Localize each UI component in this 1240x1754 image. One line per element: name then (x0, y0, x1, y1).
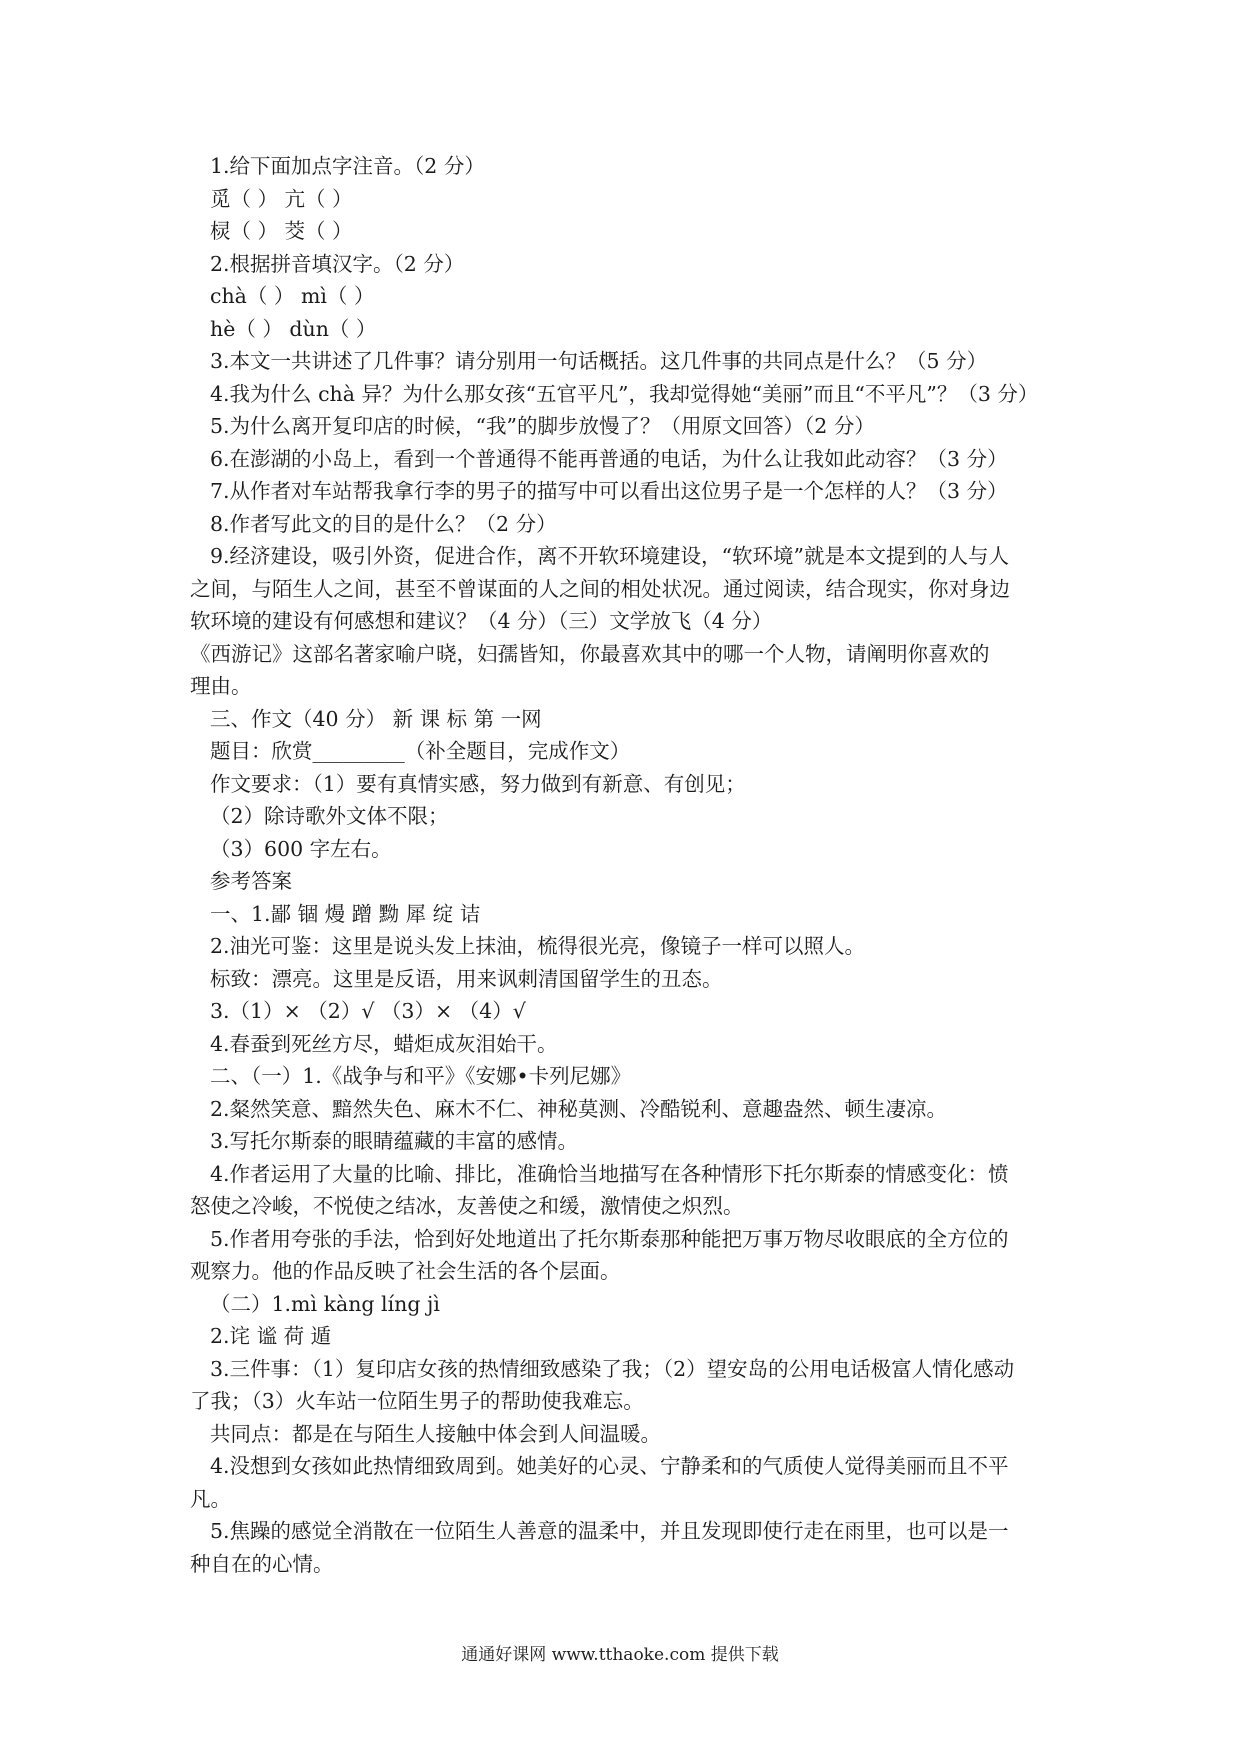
question-2-row-1: chà（ ） mì（ ） (210, 284, 375, 308)
answer-2-1-4-line-1: 4.作者运用了大量的比喻、排比，准确恰当地描写在各种情形下托尔斯泰的情感变化：愤 (210, 1161, 1009, 1186)
literature-question-line-2: 理由。 (190, 674, 252, 698)
question-1: 1.给下面加点字注音。（2 分） (210, 154, 485, 178)
question-4: 4.我为什么 chà 异？为什么那女孩“五官平凡”，我却觉得她“美丽”而且“不平凡”？（3 分） (210, 381, 1039, 406)
answer-1-1: 一、1.鄙 锢 熳 蹭 黝 犀 绽 诘 (210, 901, 481, 926)
question-9-line-1: 9.经济建设，吸引外资，促进合作，离不开软环境建设，“软环境”就是本文提到的人与人 (210, 544, 1010, 568)
answer-2-1-5-line-1: 5.作者用夸张的手法，恰到好处地道出了托尔斯泰那种能把万事万物尽收眼底的全方位的 (210, 1226, 1009, 1251)
essay-section-title: 三、作文（40 分） 新 课 标 第 一网 (210, 706, 542, 731)
question-1-row-2: 棂（ ） 茭（ ） (210, 219, 353, 243)
answer-2-2-4-line-2: 凡。 (190, 1486, 231, 1511)
question-2-row-2: hè（ ） dùn（ ） (210, 316, 377, 341)
answer-2-1-5-line-2: 观察力。他的作品反映了社会生活的各个层面。 (190, 1259, 621, 1283)
answer-2-2-3-line-2: 了我；（3）火车站一位陌生男子的帮助使我难忘。 (190, 1389, 644, 1413)
answer-2-1-4-line-2: 怒使之冷峻，不悦使之结冰，友善使之和缓，激情使之炽烈。 (190, 1194, 744, 1218)
question-7: 7.从作者对车站帮我拿行李的男子的描写中可以看出这位男子是一个怎样的人？（3 分） (210, 479, 1008, 503)
question-5: 5.为什么离开复印店的时候，“我”的脚步放慢了？（用原文回答）（2 分） (210, 414, 875, 438)
answer-1-3: 3.（1）× （2）√ （3）× （4）√ (210, 999, 526, 1023)
question-9-line-3: 软环境的建设有何感想和建议？（4 分）（三）文学放飞（4 分） (190, 609, 773, 633)
answer-2-2-3-line-1: 3.三件事：（1）复印店女孩的热情细致感染了我；（2）望安岛的公用电话极富人情化感动 (210, 1356, 1015, 1381)
answer-2-1-3: 3.写托尔斯泰的眼睛蕴藏的丰富的感情。 (210, 1129, 579, 1153)
answer-1-2: 2.油光可鉴：这里是说头发上抹油，梳得很光亮，像镜子一样可以照人。 (210, 934, 866, 958)
page-footer: 通通好课网 www.tthaoke.com 提供下载 (461, 1645, 779, 1665)
question-1-row-1: 觅（ ） 亢（ ） (210, 186, 353, 211)
question-9-line-2: 之间，与陌生人之间，甚至不曾谋面的人之间的相处状况。通过阅读，结合现实，你对身边 (190, 576, 1010, 601)
question-3: 3.本文一共讲述了几件事？请分别用一句话概括。这几件事的共同点是什么？（5 分） (210, 349, 988, 373)
answer-2-1-2: 2.粲然笑意、黯然失色、麻木不仁、神秘莫测、冷酷锐利、意趣盎然、顿生凄凉。 (210, 1096, 948, 1121)
answer-1-2b: 标致：漂亮。这里是反语，用来讽刺清国留学生的丑态。 (210, 966, 723, 991)
essay-requirement-3: （3）600 字左右。 (210, 836, 392, 861)
answer-2-2-4-line-1: 4.没想到女孩如此热情细致周到。她美好的心灵、宁静柔和的气质使人觉得美丽而且不平 (210, 1454, 1009, 1478)
answer-2-2-5-line-2: 种自在的心情。 (190, 1551, 334, 1576)
answer-2-2-5-line-1: 5.焦躁的感觉全消散在一位陌生人善意的温柔中，并且发现即使行走在雨里，也可以是一 (210, 1519, 1009, 1543)
answer-key-heading: 参考答案 (210, 869, 292, 893)
question-2: 2.根据拼音填汉字。（2 分） (210, 251, 465, 276)
answer-2-2-2: 2.诧 谧 荷 遁 (210, 1324, 332, 1348)
answer-2-2-1: （二）1.mì kàng líng jì (210, 1291, 440, 1316)
answer-1-4: 4.春蚕到死丝方尽，蜡炬成灰泪始干。 (210, 1031, 558, 1056)
answer-2-1-1: 二、（一）1.《战争与和平》《安娜•卡列尼娜》 (210, 1064, 632, 1088)
question-6: 6.在澎湖的小岛上，看到一个普通得不能再普通的电话，为什么让我如此动容？（3 分） (210, 446, 1008, 471)
essay-topic: 题目：欣赏_________（补全题目，完成作文） (210, 739, 631, 763)
essay-requirement-2: （2）除诗歌外文体不限； (210, 804, 449, 828)
essay-requirement-1: 作文要求：（1）要有真情实感，努力做到有新意、有创见； (210, 771, 746, 796)
question-8: 8.作者写此文的目的是什么？（2 分） (210, 511, 557, 536)
answer-2-2-3-common: 共同点：都是在与陌生人接触中体会到人间温暖。 (210, 1421, 661, 1446)
literature-question-line-1: 《西游记》这部名著家喻户晓，妇孺皆知，你最喜欢其中的哪一个人物，请阐明你喜欢的 (190, 641, 990, 666)
document-body (190, 150, 1060, 1580)
